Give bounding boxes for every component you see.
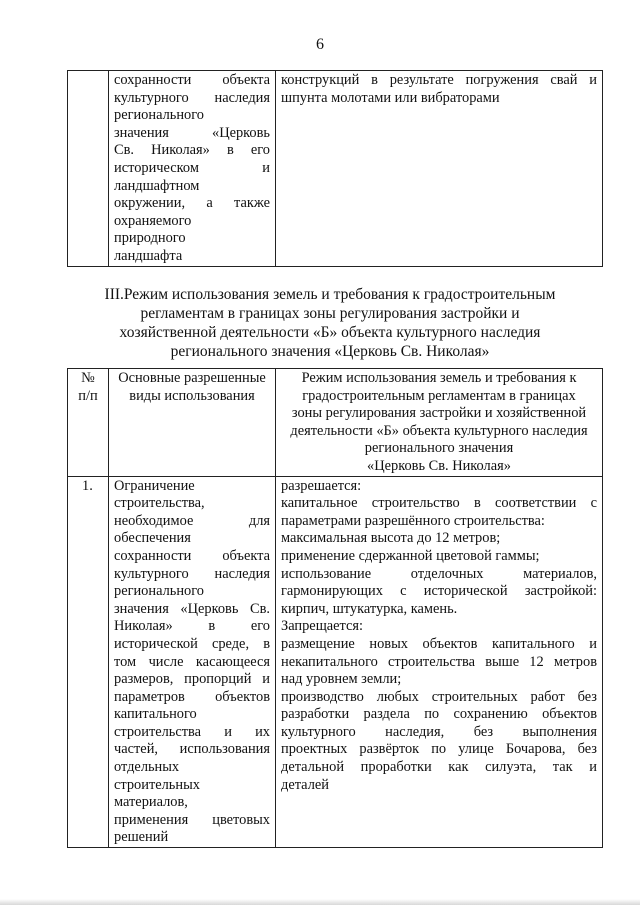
row-land-use-regime — [276, 476, 603, 847]
text-line: гармонирующих с исторической застройкой: — [281, 583, 597, 600]
text-line: кирпич, штукатурка, камень. — [281, 600, 458, 617]
title-line: хозяйственной деятельности «Б» объекта культурного наследия — [119, 324, 541, 341]
table-cell-construction — [276, 71, 603, 267]
text-line: детальной проработки как силуэта, так и — [281, 759, 597, 776]
table-cell-empty — [68, 71, 109, 267]
text-line: проектных развёрток по улице Бочарова, без — [281, 741, 597, 758]
page-edge-shadow — [0, 899, 640, 905]
text-line: строительства и их — [114, 723, 270, 740]
text-line: применение сдержанной цветовой гаммы; — [281, 547, 540, 564]
text-line: размеров, пропорций и — [114, 671, 270, 688]
header-number — [68, 369, 109, 477]
title-line: регламентам в границах зоны регулирования застройки и — [140, 305, 520, 322]
text-line: охраняемого — [114, 212, 192, 229]
text-line: ландшафтном — [114, 177, 200, 194]
text-line: деталей — [281, 776, 329, 793]
text-line: Запрещается: — [281, 618, 364, 635]
text-line: размещение новых объектов капитального и — [281, 635, 597, 652]
text-line: необходимое для — [114, 512, 270, 529]
row-permitted-uses — [109, 476, 276, 847]
text-line: культурного наследия — [114, 565, 270, 582]
text-line: параметрами разрешённого строительства: — [281, 512, 545, 529]
page-number: 6 — [316, 36, 324, 53]
title-line: регионального значения «Церковь Св. Николая» — [170, 343, 490, 360]
header-land-use-regime — [276, 369, 603, 477]
text-line: значения «Церковь Св. — [114, 600, 270, 617]
header-line: Основные разрешенные — [118, 370, 266, 386]
text-line: Св. Николая» в его — [114, 142, 270, 159]
header-line: Режим использования земель и требования к — [301, 370, 577, 386]
header-line: деятельности «Б» объекта культурного наследия — [290, 422, 588, 439]
text-line: некапитального строительства выше 12 метров — [281, 653, 597, 670]
text-line: сохранности объекта — [114, 547, 270, 564]
text-line: обеспечения — [114, 530, 191, 547]
section-title — [60, 285, 600, 361]
text-line: строительных — [114, 776, 200, 793]
regime-table — [67, 368, 603, 848]
header-line: градостроительным регламентам в границах — [302, 387, 576, 404]
text-line: материалов, — [114, 794, 188, 811]
table-cell-protection — [109, 71, 276, 267]
table-row — [68, 476, 603, 847]
text-line: частей, использования — [114, 741, 270, 758]
table-header-row — [68, 369, 603, 477]
text-line: разработки раздела по сохранению объектов — [281, 706, 597, 723]
header-line: п/п — [78, 387, 98, 404]
text-line: отдельных — [114, 759, 180, 776]
header-permitted-uses — [109, 369, 276, 477]
header-line: зоны регулирования застройки и хозяйственной — [291, 405, 587, 422]
text-line: разрешается: — [281, 477, 362, 494]
text-line: культурного наследия, без выполнения — [281, 723, 597, 740]
text-line: регионального — [114, 107, 204, 124]
text-line: том числе касающееся — [114, 653, 270, 670]
text-line: использование отделочных материалов, — [281, 565, 597, 582]
text-line: Ограничение — [114, 477, 195, 494]
header-line: регионального значения — [364, 440, 514, 457]
text-line: природного — [114, 230, 186, 247]
table-row — [68, 71, 603, 267]
text-line: максимальная высота до 12 метров; — [281, 530, 501, 547]
header-line: «Церковь Св. Николая» — [367, 457, 511, 474]
text-line: решений — [114, 829, 169, 846]
text-line: параметров объектов — [114, 688, 270, 705]
title-line: III.Режим использования земель и требования к градостроительным — [104, 286, 556, 303]
text-line: производство любых строительных работ без — [281, 688, 597, 705]
text-line: значения «Церковь — [114, 124, 270, 141]
header-line: виды использования — [129, 387, 255, 404]
text-line: капитального — [114, 706, 197, 723]
text-line: строительства, — [114, 495, 205, 512]
text-line: капитальное строительство в соответствии с — [281, 495, 597, 512]
text-line: культурного наследия — [114, 89, 270, 106]
text-line: исторической среде, в — [114, 635, 270, 652]
row-number: 1. — [68, 476, 109, 847]
text-line: Николая» в его — [114, 618, 270, 635]
header-line: № — [81, 370, 95, 386]
text-line: окружении, а также — [114, 195, 270, 212]
continuation-table — [67, 70, 603, 267]
text-line: регионального — [114, 583, 204, 600]
text-line: шпунта молотами или вибраторами — [281, 89, 500, 106]
text-line: конструкций в результате погружения свай и — [281, 72, 597, 88]
text-line: применения цветовых — [114, 811, 270, 828]
text-line: над уровнем земли; — [281, 671, 402, 688]
text-line: ландшафта — [114, 247, 183, 264]
text-line: историческом и — [114, 159, 270, 176]
text-line: сохранности объекта — [114, 72, 270, 88]
